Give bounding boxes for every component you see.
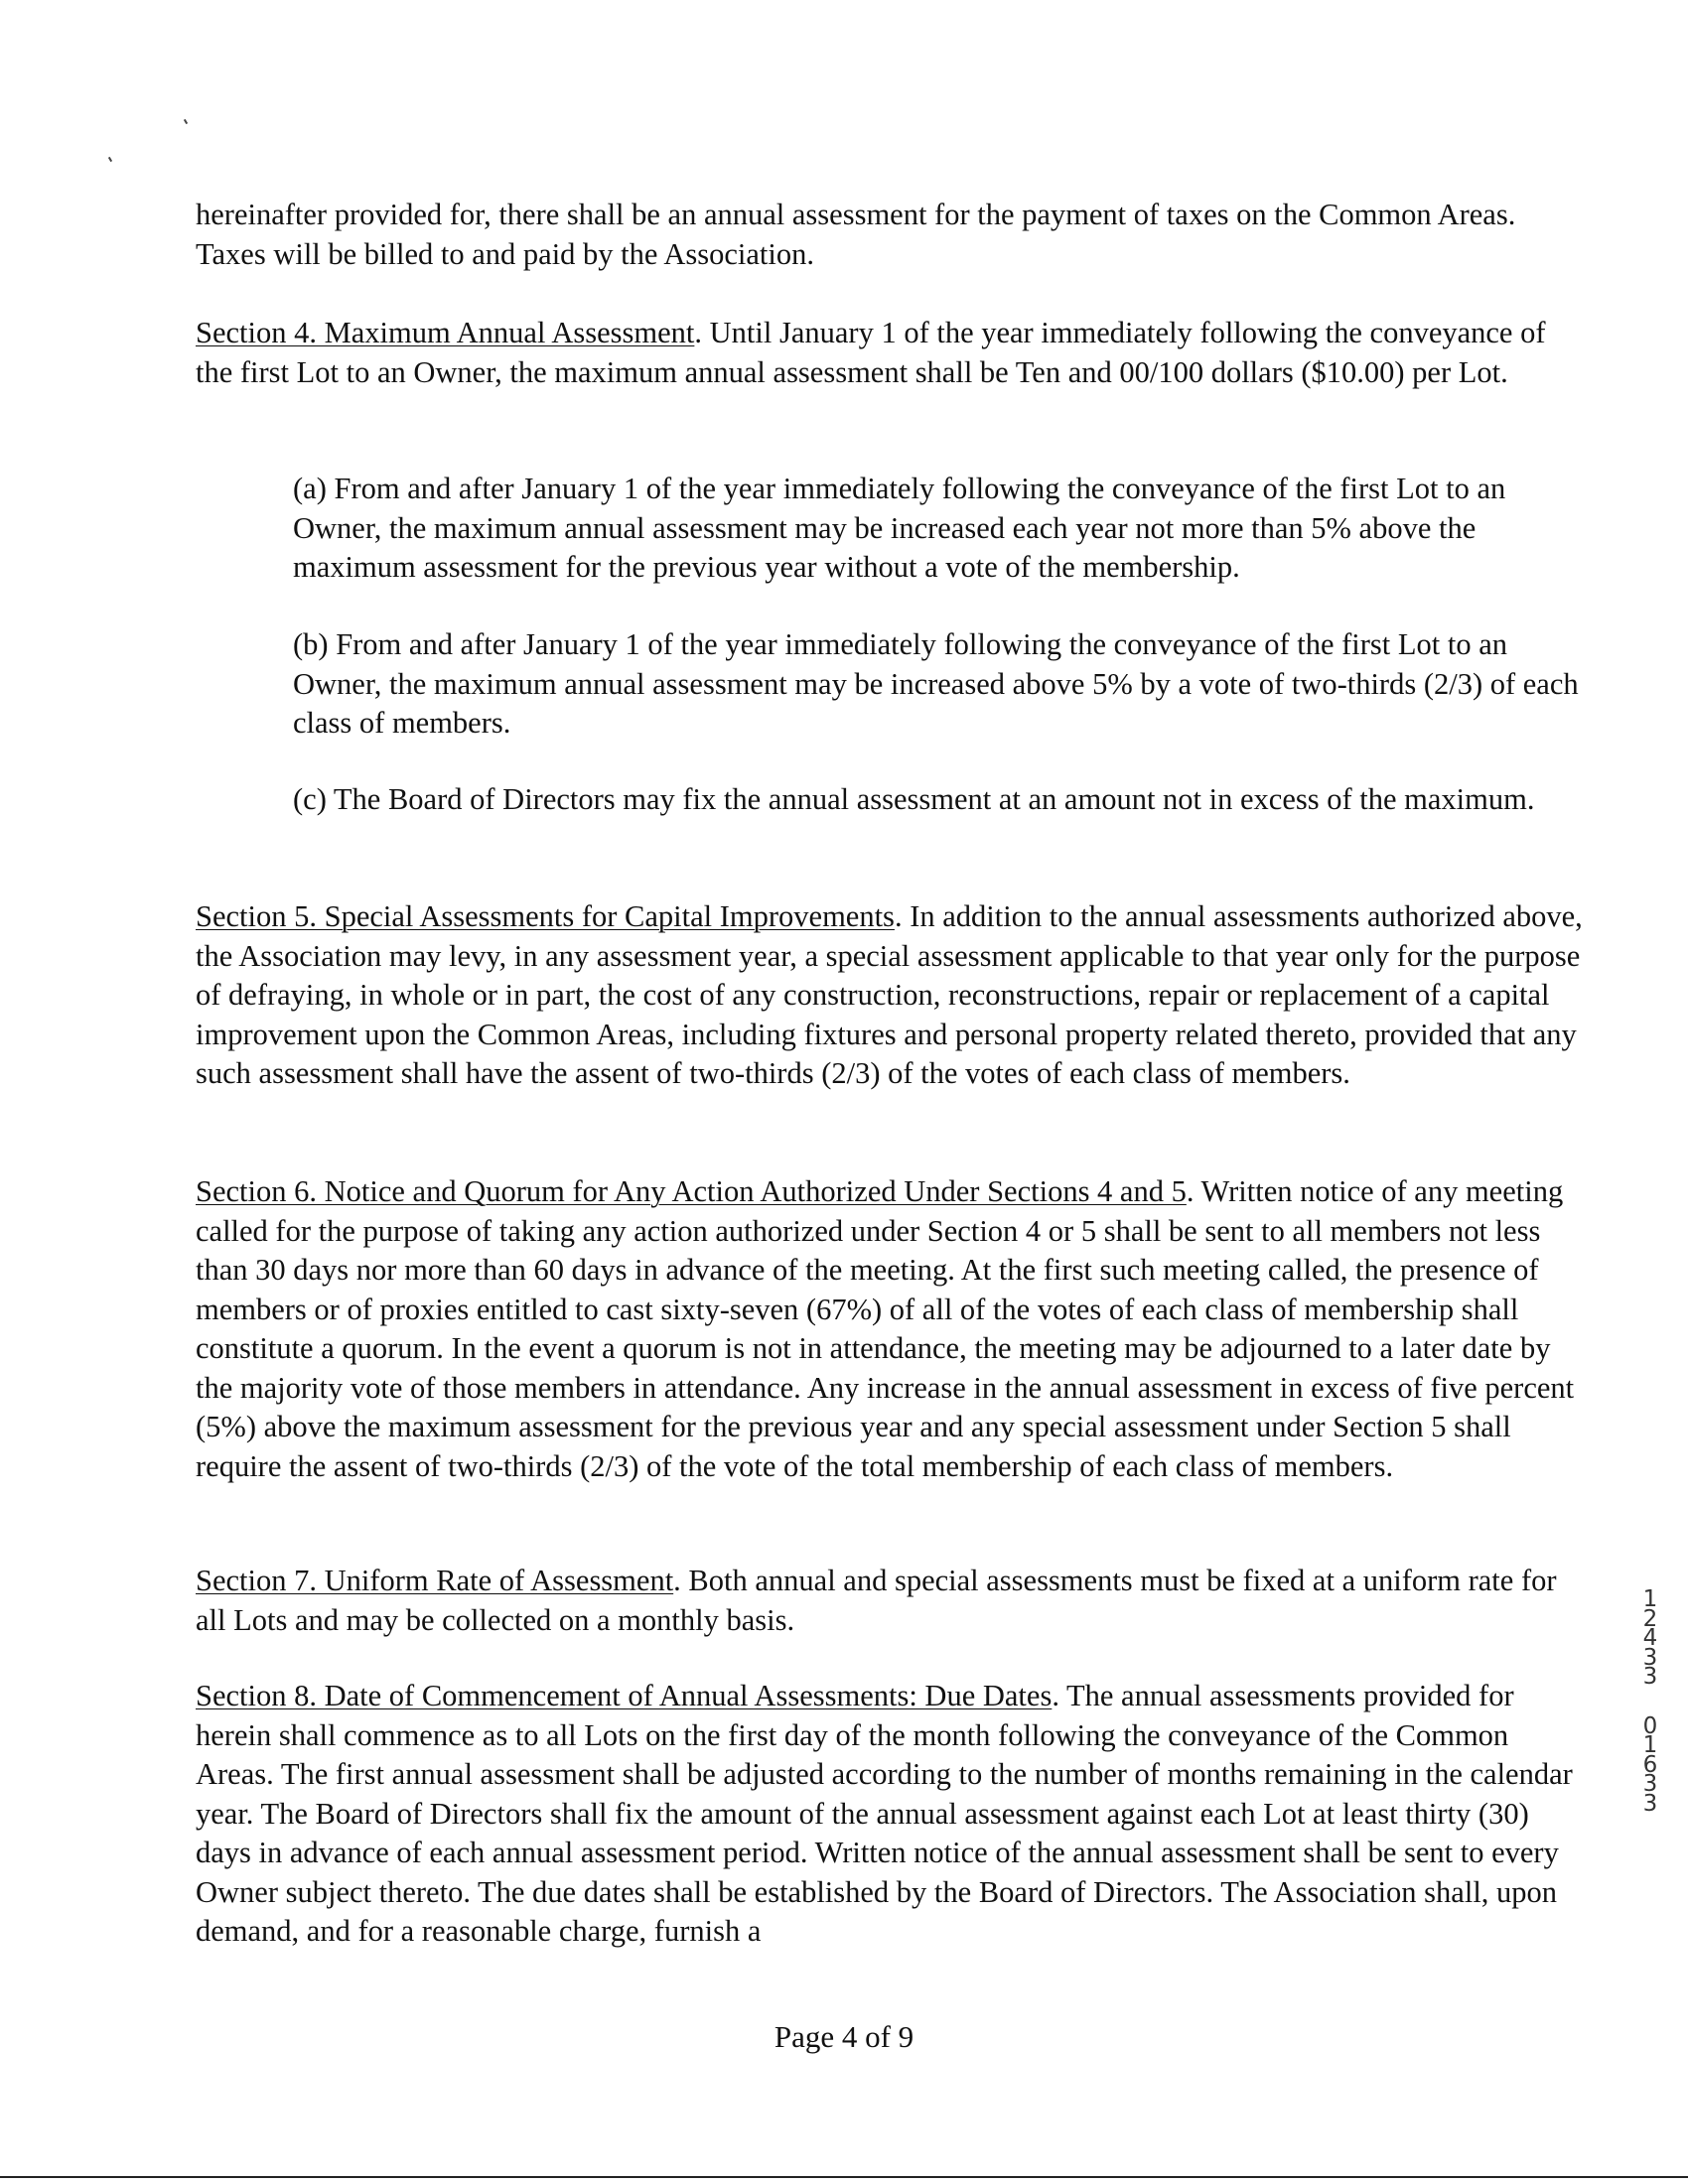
section-5-body: . In addition to the annual assessments authorized above, the Association may levy, in any assessment year, a special assessment applicable to that year only for the purpose of defraying, in whole or in part, the cost of any construction, reconstructions, repair or replacement of a capital improvement upon the Common Areas, including fixtures and personal property related thereto, provided that any such assessment shall have the assent of two-thirds (2/3) of the votes of each class of members. bbox=[196, 899, 1583, 1090]
section-8-body: . The annual assessments provided for herein shall commence as to all Lots on the first day of the month following the conveyance of the Common Areas. The first annual assessment shall be adjusted according to the number of months remaining in the calendar year. The Board of Directors shall fix the amount of the annual assessment against each Lot at least thirty (30) days in advance of each annual assessment period. Written notice of the annual assessment shall be sent to every Owner subject thereto. The due dates shall be established by the Board of Directors. The Association shall, upon demand, and for a reasonable charge, furnish a bbox=[196, 1679, 1573, 1948]
stamp-digit: 3 bbox=[1642, 1790, 1658, 1817]
page-number-footer: Page 4 of 9 bbox=[774, 2019, 914, 2054]
section-4b-paragraph: (b) From and after January 1 of the year immediately following the conveyance of the first Lot to an Owner, the maximum annual assessment may be increased above 5% by a vote of two-thirds (2/3) of each class of members. bbox=[293, 627, 1579, 740]
section-6-paragraph bbox=[196, 1172, 1586, 1486]
section-4-paragraph bbox=[196, 314, 1586, 392]
stamp-digit: 1 bbox=[1642, 1732, 1658, 1758]
scan-mark bbox=[184, 119, 188, 124]
section-6-body: . Written notice of any meeting called for the purpose of taking any action authorized under Section 4 or 5 shall be sent to all members not less than 30 days nor more than 60 days in advance of the meeting. At the first such meeting called, the presence of members or of proxies entitled to cast sixty-seven (67%) of all of the votes of each class of membership shall constitute a quorum. In the event a quorum is not in attendance, the meeting may be adjourned to a later date by the majority vote of those members in attendance. Any increase in the annual assessment in excess of five percent (5%) above the maximum assessment for the previous year and any special assessment under Section 5 shall require the assent of two-thirds (2/3) of the vote of the total membership of each class of members. bbox=[196, 1174, 1575, 1483]
stamp-gap bbox=[1640, 1688, 1660, 1717]
section-6-heading: Section 6. Notice and Quorum for Any Action Authorized Under Sections 4 and 5 bbox=[196, 1174, 1187, 1208]
stamp-digit: 3 bbox=[1642, 1771, 1658, 1797]
section-8-paragraph bbox=[196, 1677, 1586, 1952]
stamp-digit: 0 bbox=[1642, 1712, 1658, 1739]
scan-mark bbox=[108, 157, 112, 162]
scan-bottom-edge bbox=[0, 2176, 1688, 2178]
section-5-paragraph bbox=[196, 897, 1586, 1094]
section-4-body: . Until January 1 of the year immediately following the conveyance of the first Lot to an Owner, the maximum annual assessment shall be Ten and 00/100 dollars ($10.00) per Lot. bbox=[196, 316, 1546, 389]
intro-paragraph: hereinafter provided for, there shall be an annual assessment for the payment of taxes on the Common Areas. Taxes will be billed to and paid by the Association. bbox=[196, 198, 1516, 271]
section-4-heading: Section 4. Maximum Annual Assessment bbox=[196, 316, 695, 349]
section-4a-paragraph: (a) From and after January 1 of the year immediately following the conveyance of the first Lot to an Owner, the maximum annual assessment may be increased each year not more than 5% above the maximum assessment for the previous year without a vote of the membership. bbox=[293, 472, 1506, 584]
stamp-digit: 1 bbox=[1642, 1586, 1658, 1612]
margin-recording-stamp bbox=[1640, 1586, 1660, 1817]
stamp-digit: 6 bbox=[1642, 1751, 1658, 1778]
section-5-heading: Section 5. Special Assessments for Capital Improvements bbox=[196, 899, 895, 933]
stamp-digit: 3 bbox=[1642, 1644, 1658, 1671]
stamp-digit: 2 bbox=[1642, 1605, 1658, 1632]
stamp-digit: 4 bbox=[1642, 1625, 1658, 1651]
section-8-heading: Section 8. Date of Commencement of Annual Assessments: Due Dates bbox=[196, 1679, 1053, 1712]
section-7-body: . Both annual and special assessments must be fixed at a uniform rate for all Lots and may be collected on a monthly basis. bbox=[196, 1564, 1557, 1637]
section-4c-paragraph: (c) The Board of Directors may fix the annual assessment at an amount not in excess of the maximum. bbox=[293, 782, 1535, 816]
section-7-paragraph bbox=[196, 1562, 1586, 1640]
stamp-digit: 3 bbox=[1642, 1664, 1658, 1690]
section-7-heading: Section 7. Uniform Rate of Assessment bbox=[196, 1564, 674, 1597]
